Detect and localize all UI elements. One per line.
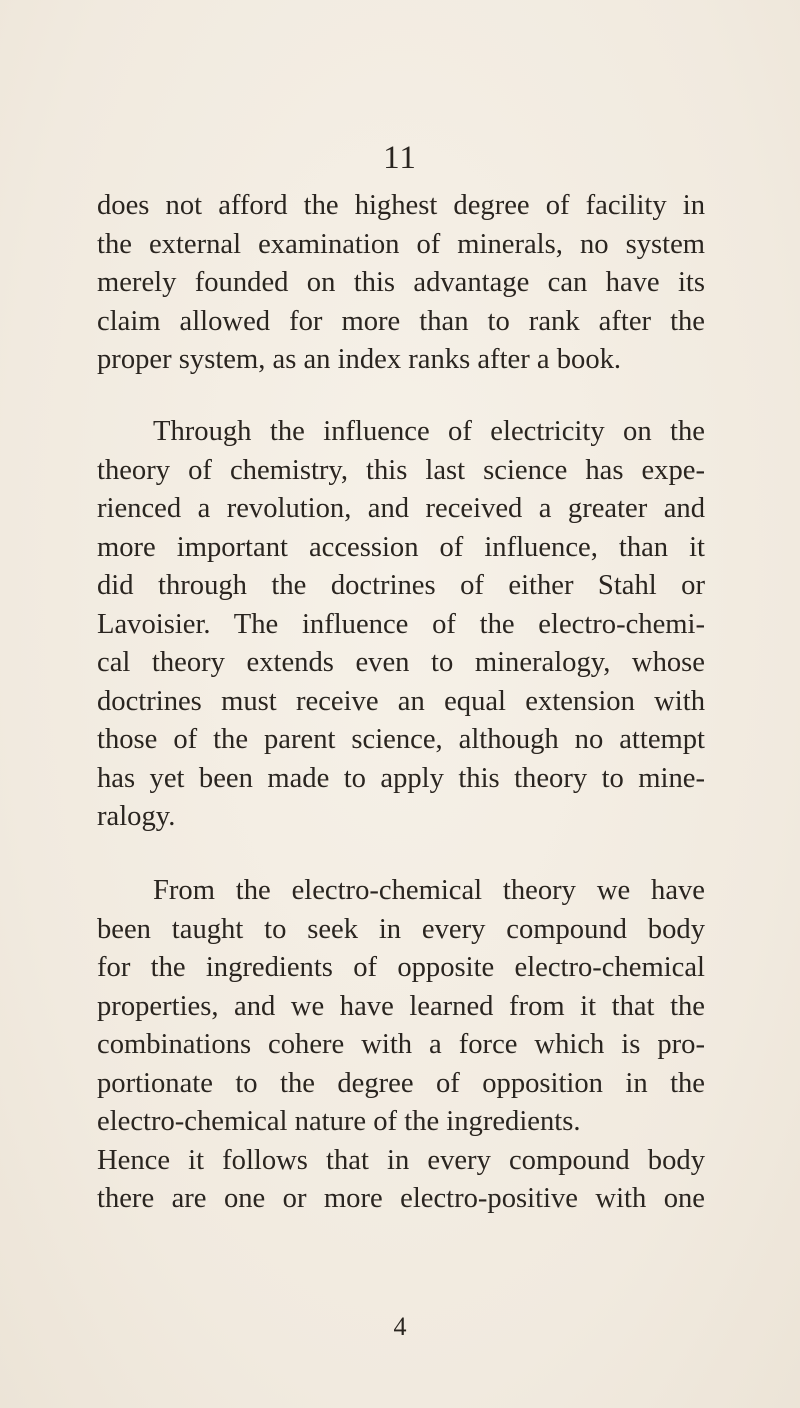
paragraph-3 <box>97 872 705 1219</box>
text-line: for the ingredients of opposite electro-chemical <box>97 952 705 983</box>
signature-mark: 4 <box>393 1312 407 1341</box>
text-line: ralogy. <box>97 801 176 832</box>
text-line: merely founded on this advantage can have its <box>97 267 705 298</box>
text-line: more important accession of influence, than it <box>97 531 705 563</box>
text-line: did through the doctrines of either Stahl or <box>97 570 705 601</box>
text-line: the external examination of minerals, no system <box>97 228 705 260</box>
text-line: does not afford the highest degree of facility in <box>97 190 705 221</box>
text-line: portionate to the degree of opposition in the <box>97 1067 705 1099</box>
text-line: there are one or more electro-positive with one <box>97 1183 705 1214</box>
text-line: properties, and we have learned from it that the <box>97 990 705 1022</box>
text-line: proper system, as an index ranks after a book. <box>97 344 622 375</box>
text-line: claim allowed for more than to rank after the <box>97 305 705 337</box>
text-line: been taught to seek in every compound body <box>97 913 705 945</box>
text-line: Through the influence of electricity on the <box>153 416 705 447</box>
text-line: combinations cohere with a force which is pro- <box>97 1029 705 1060</box>
text-line: rienced a revolution, and received a greater and <box>97 493 705 524</box>
text-line: Lavoisier. The influence of the electro-chemi- <box>97 608 705 640</box>
page-number: 11 <box>383 140 417 176</box>
text-line: those of the parent science, although no attempt <box>97 724 705 755</box>
text-line: From the electro-chemical theory we have <box>153 875 705 906</box>
text-line: theory of chemistry, this last science has expe- <box>97 454 705 486</box>
paragraph-1 <box>97 187 705 380</box>
text-line: cal theory extends even to mineralogy, whose <box>97 647 705 678</box>
text-line: Hence it follows that in every compound body <box>97 1144 705 1176</box>
text-line: has yet been made to apply this theory to mine- <box>97 762 705 794</box>
paragraph-2 <box>97 413 705 837</box>
text-line: doctrines must receive an equal extension with <box>97 685 705 717</box>
text-line: electro-chemical nature of the ingredients. <box>97 1106 581 1137</box>
